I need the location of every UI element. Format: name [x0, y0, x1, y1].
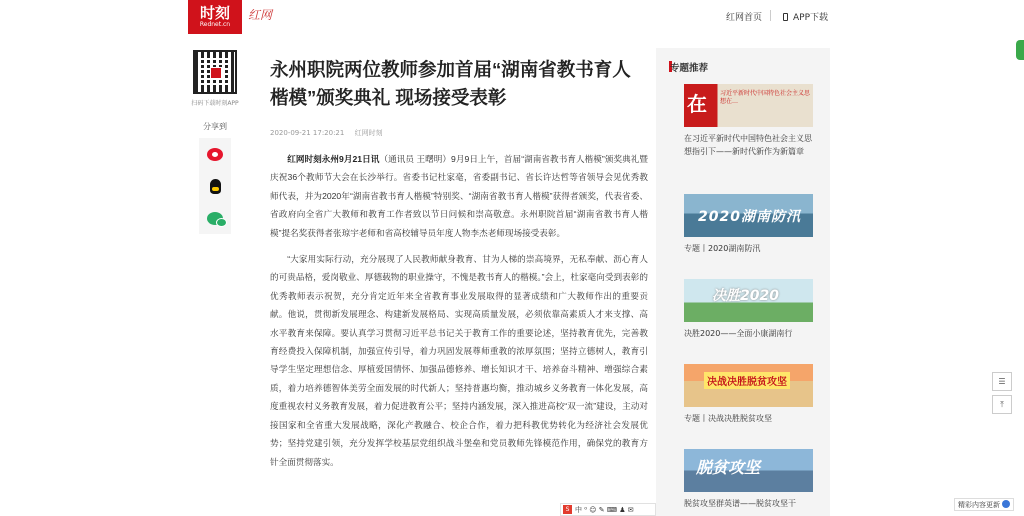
ime-toolbar[interactable] — [560, 503, 656, 516]
share-label: 分享到 — [203, 122, 227, 131]
phone-icon — [783, 13, 788, 21]
nav-divider — [770, 10, 771, 21]
topic-card[interactable] — [684, 449, 813, 510]
topic-thumbnail[interactable] — [684, 279, 813, 322]
nav-home-link[interactable]: 红网首页 — [726, 13, 763, 23]
script-logo: 红网 — [248, 8, 273, 22]
topic-thumbnail[interactable] — [684, 84, 813, 127]
dateline: 红网时刻永州9月21日讯 — [287, 154, 380, 164]
article-paragraph: “大家用实际行动，充分展现了人民教师献身教育、甘为人梯的崇高境界，无私奉献、沥心育人的可贵品格，爱岗敬业、厚德载物的职业操守，不愧是教书育人的楷模。”会上，杜家毫向受到表彰的优秀教师表示祝贺，充分肯定近年来全省教育事业发展取得的显著成绩和广大教师作出的重要贡献。他说，贯彻新发展理念、构建新发展格局、实现高质量发展，必须依靠高素质人才来支撑、高水平教育来保障。要认真学习贯彻习近平总书记关于教育工作的重要论述，坚持教育优先，完善教育经费投入保障机制，加强宣传引导，着力巩固发展尊师重教的浓厚氛围；坚持立德树人，教育引导学生坚定理想信念、厚植爱国情怀、加强品德修养、增长知识才干、培养奋斗精神、增强综合素质，着力培养德智体美劳全面发展的时代新人；坚持普惠均衡，推动城乡义务教育一体化发展，高度重视农村义务教育发展，着力促进教育公平；坚持内涵发展，深入推进高校“双一流”建设，主动对接国家和全省重大发展战略，深化产教融合、校企合作，着力把科教优势转化为经济社会发展优势；坚持党建引领，充分发挥学校基层党组织战斗堡垒和党员教师先锋模范作用，确保党的教育方针全面贯彻落实。 — [270, 254, 648, 467]
topic-card[interactable] — [684, 84, 813, 158]
topic-caption[interactable]: 脱贫攻坚群英谱——脱贫攻坚干 — [684, 499, 796, 508]
qr-code — [193, 50, 237, 94]
recommend-popup-button[interactable] — [954, 498, 1014, 511]
article — [270, 56, 648, 471]
wechat-icon — [207, 212, 223, 225]
topic-caption[interactable]: 专题丨决战决胜脱贫攻坚 — [684, 414, 772, 423]
qq-icon — [210, 179, 221, 194]
recommend-label: 精彩内容更新 — [958, 501, 1000, 509]
paragraph-body: （通讯员 王曙明）9月9日上午，首届“湖南省教书育人楷模”颁奖典礼暨庆祝36个教师节大会在长沙举行。省委书记杜家毫，省委副书记、省长许达哲等省领导会见优秀教师代表，并为2020年“湖南省教书育人楷模”特别奖、“湖南省教书育人楷模”获得者颁奖，代表省委、省政府向全省广大教师和教育工作者致以节日问候和崇高敬意。永州职院首届“湖南省教书育人楷模”提名奖获得者张琼宇老师和省高校辅导员年度人物李杰老师现场接受表彰。 — [270, 154, 649, 238]
qr-caption: 扫码下载时刻APP — [191, 100, 239, 107]
floating-toolbar — [992, 372, 1012, 418]
share-panel — [199, 138, 231, 234]
side-widget-icon[interactable] — [1016, 40, 1024, 60]
site-logo[interactable] — [188, 0, 242, 34]
thumb-title: 2020湖南防汛 — [698, 209, 801, 225]
topic-thumbnail[interactable] — [684, 194, 813, 237]
thumb-title: 脱贫攻坚 — [696, 458, 761, 477]
topic-card[interactable] — [684, 279, 813, 340]
article-source: 红网时刻 — [354, 129, 383, 137]
nav-app-download[interactable] — [783, 10, 828, 23]
site-header — [0, 0, 1024, 36]
ime-logo-icon: S — [563, 505, 572, 514]
back-to-top-button[interactable] — [992, 395, 1012, 414]
recommend-logo-icon — [1002, 500, 1010, 508]
topic-sidebar — [656, 48, 830, 516]
arrow-up-icon: ⤒ — [1000, 399, 1004, 409]
topic-caption[interactable]: 决胜2020——全面小康湖南行 — [684, 329, 793, 338]
share-weibo-button[interactable] — [199, 138, 231, 170]
topic-card[interactable] — [684, 364, 813, 425]
left-rail — [186, 50, 244, 234]
logo-sub-text: Rednet.cn — [199, 21, 231, 28]
share-qq-button[interactable] — [199, 170, 231, 202]
weibo-icon — [207, 148, 223, 161]
article-date: 2020-09-21 17:20:21 — [270, 129, 345, 137]
ime-status[interactable]: 中 ⁰ ☺ ✎ ⌨ ♟ ✉ — [575, 505, 634, 514]
feedback-icon: ☰ — [998, 377, 1006, 386]
topic-thumbnail[interactable] — [684, 364, 813, 407]
nav-app-label: APP下载 — [793, 13, 829, 23]
thumb-title: 在 — [687, 92, 707, 116]
logo-main-text: 时刻 — [199, 4, 230, 22]
qr-logo-icon — [210, 67, 222, 79]
article-meta — [270, 128, 648, 138]
article-paragraph — [270, 150, 648, 242]
article-title: 永州职院两位教师参加首届“湖南省教书育人楷模”颁奖典礼 现场接受表彰 — [270, 59, 631, 108]
thumb-title: 决胜2020 — [712, 288, 779, 304]
topic-caption[interactable]: 在习近平新时代中国特色社会主义思想指引下——新时代新作为新篇章 — [684, 134, 812, 156]
topic-thumbnail[interactable] — [684, 449, 813, 492]
topic-card[interactable] — [684, 194, 813, 255]
sidebar-heading: 专题推荐 — [670, 63, 709, 74]
topic-caption[interactable]: 专题丨2020湖南防汛 — [684, 244, 761, 253]
thumb-subtitle: 习近平新时代中国特色社会主义思想在… — [720, 90, 811, 105]
thumb-title: 决战决胜脱贫攻坚 — [704, 372, 790, 389]
feedback-button[interactable] — [992, 372, 1012, 391]
share-wechat-button[interactable] — [199, 202, 231, 234]
